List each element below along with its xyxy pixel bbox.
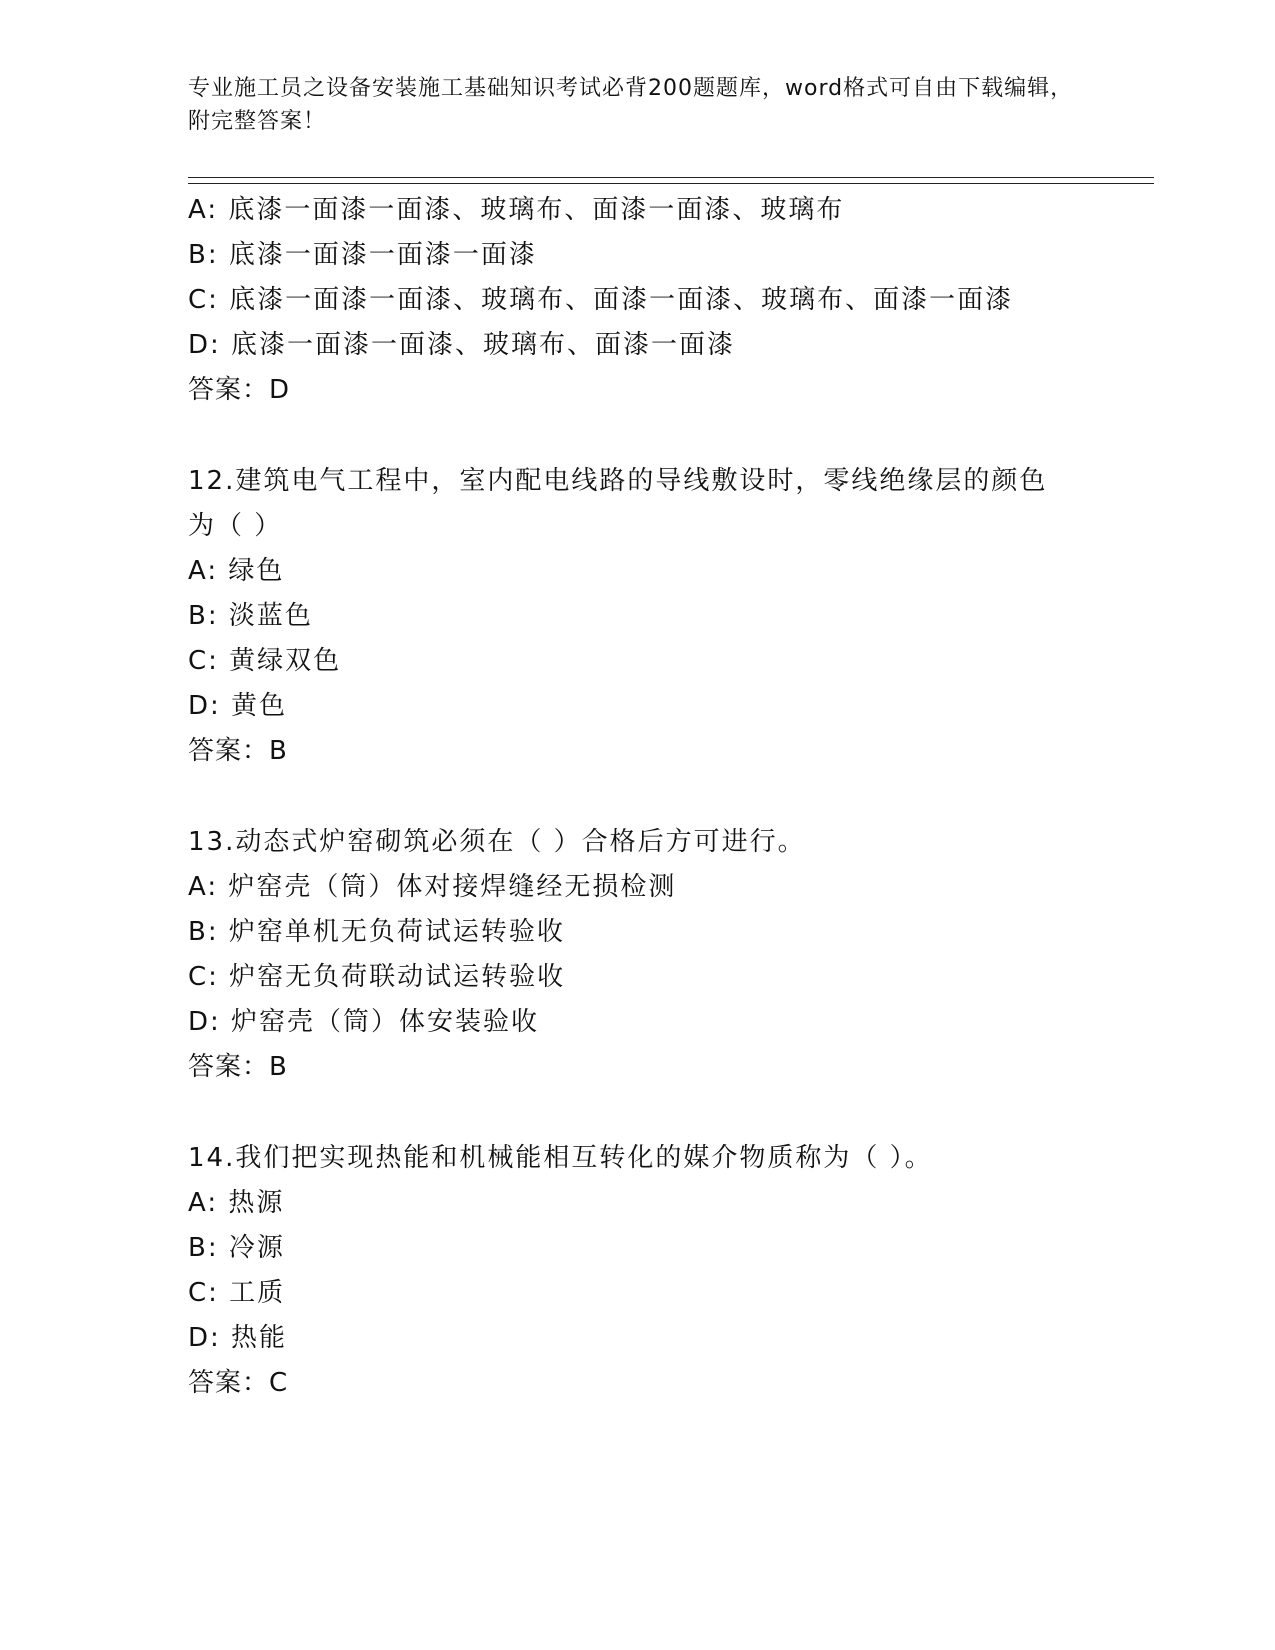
question-12 bbox=[188, 459, 1148, 774]
option-a: A: 炉窑壳（筒）体对接焊缝经无损检测 bbox=[188, 872, 677, 902]
option-c: C: 黄绿双色 bbox=[188, 646, 342, 676]
option-c: C: 工质 bbox=[188, 1278, 286, 1308]
question-stem: 14.我们把实现热能和机械能相互转化的媒介物质称为（ ）。 bbox=[188, 1143, 933, 1173]
option-d: D: 黄色 bbox=[188, 691, 288, 721]
header-divider-bottom bbox=[188, 183, 1154, 184]
question-stem: 13.动态式炉窑砌筑必须在（ ）合格后方可进行。 bbox=[188, 827, 806, 857]
answer: 答案：B bbox=[188, 736, 288, 766]
option-d: D: 炉窑壳（筒）体安装验收 bbox=[188, 1007, 540, 1037]
option-c: C: 底漆一面漆一面漆、玻璃布、面漆一面漆、玻璃布、面漆一面漆 bbox=[188, 285, 1014, 315]
option-a: A: 热源 bbox=[188, 1188, 285, 1218]
option-d: D: 底漆一面漆一面漆、玻璃布、面漆一面漆 bbox=[188, 330, 736, 360]
option-a: A: 绿色 bbox=[188, 556, 285, 586]
question-13 bbox=[188, 820, 1148, 1090]
option-b: B: 底漆一面漆一面漆一面漆 bbox=[188, 240, 537, 270]
header-divider-top bbox=[188, 177, 1154, 178]
answer: 答案：B bbox=[188, 1052, 288, 1082]
option-a: A: 底漆一面漆一面漆、玻璃布、面漆一面漆、玻璃布 bbox=[188, 195, 845, 225]
question-list bbox=[188, 188, 1148, 1406]
option-b: B: 炉窑单机无负荷试运转验收 bbox=[188, 917, 565, 947]
option-b: B: 淡蓝色 bbox=[188, 601, 313, 631]
answer: 答案：C bbox=[188, 1368, 289, 1398]
option-b: B: 冷源 bbox=[188, 1233, 285, 1263]
question-stem: 12.建筑电气工程中，室内配电线路的导线敷设时，零线绝缘层的颜色为（ ） bbox=[188, 466, 1048, 541]
document-title: 专业施工员之设备安装施工基础知识考试必背200题题库，word格式可自由下载编辑，附完整答案！ bbox=[188, 76, 1074, 134]
answer: 答案：D bbox=[188, 375, 291, 405]
option-c: C: 炉窑无负荷联动试运转验收 bbox=[188, 962, 566, 992]
question-11 bbox=[188, 188, 1148, 413]
option-d: D: 热能 bbox=[188, 1323, 288, 1353]
question-14 bbox=[188, 1136, 1148, 1406]
